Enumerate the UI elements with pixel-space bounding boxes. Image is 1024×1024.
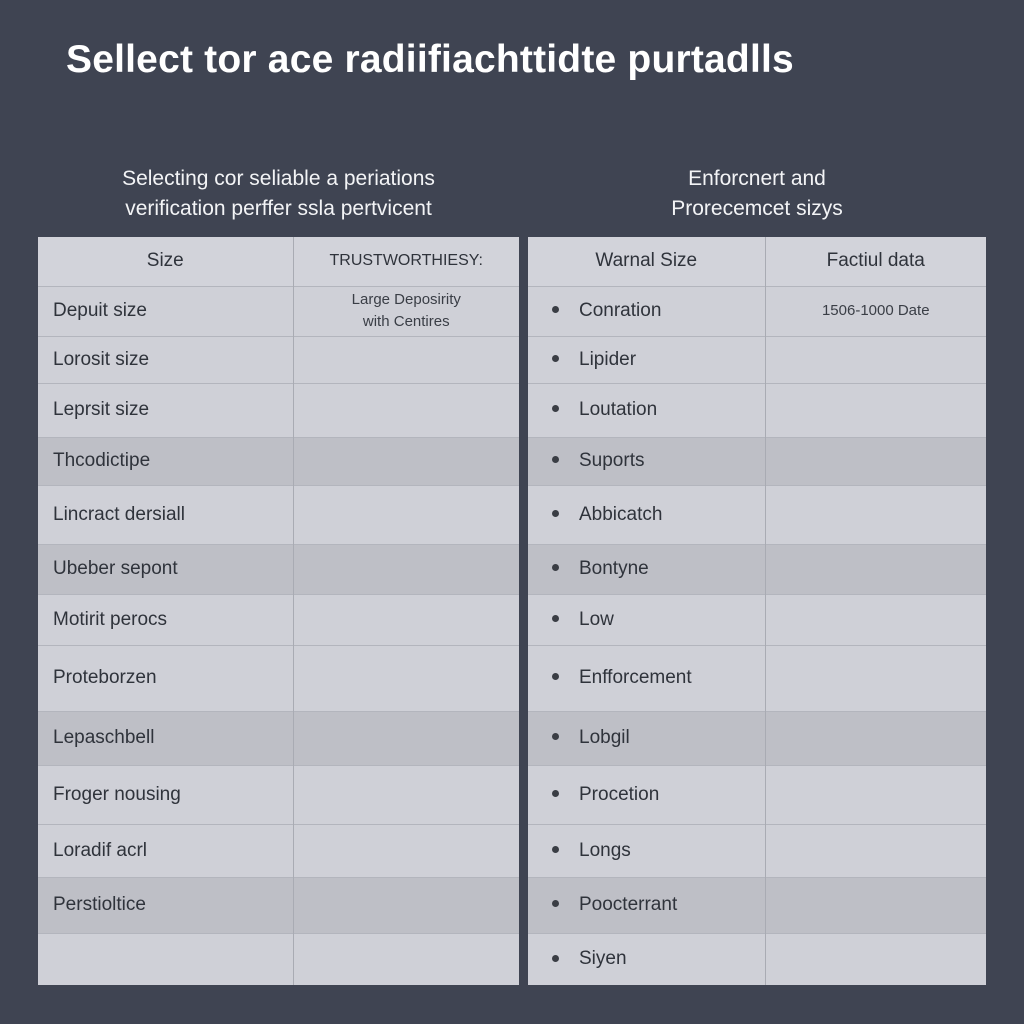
bullet-item xyxy=(528,485,765,544)
row-label: Leprsit size xyxy=(38,383,293,437)
table-row xyxy=(38,383,519,437)
row-value xyxy=(293,383,519,437)
table-row xyxy=(38,594,519,645)
table-row xyxy=(38,286,519,336)
row-value xyxy=(765,645,986,711)
row-value xyxy=(293,286,519,336)
table-row xyxy=(528,877,986,933)
row-value xyxy=(293,336,519,383)
left-table-header-row xyxy=(38,237,519,286)
bullet-icon xyxy=(552,306,559,313)
row-label: Thcodictipe xyxy=(38,437,293,485)
bullet-item xyxy=(528,824,765,877)
table-row xyxy=(528,544,986,594)
row-label: Proteborzen xyxy=(38,645,293,711)
row-label: Enfforcement xyxy=(579,667,692,688)
row-label: Lipider xyxy=(579,348,637,370)
table-row xyxy=(528,824,986,877)
row-value xyxy=(765,824,986,877)
bullet-icon xyxy=(552,790,559,797)
right-heading-line: Prorecemcet sizys xyxy=(671,197,843,220)
row-value xyxy=(765,594,986,645)
table-row xyxy=(528,765,986,824)
left-heading-line: verification perffer ssla pertvicent xyxy=(125,197,432,220)
row-label: Loutation xyxy=(579,399,658,420)
row-label: Conration xyxy=(579,300,662,321)
row-label: Lincract dersiall xyxy=(38,485,293,544)
table-row xyxy=(528,437,986,485)
left-table xyxy=(38,237,519,985)
row-value xyxy=(293,594,519,645)
left-column-header-trust: TRUSTWORTHIESY: xyxy=(293,237,519,286)
row-label: Motirit perocs xyxy=(38,594,293,645)
row-value-line: Large Deposirity xyxy=(351,291,461,308)
row-value xyxy=(765,877,986,933)
row-value xyxy=(293,933,519,985)
bullet-item xyxy=(528,711,765,765)
bullet-icon xyxy=(552,456,559,463)
row-value xyxy=(765,711,986,765)
table-row xyxy=(38,877,519,933)
row-label: Lobgil xyxy=(579,727,630,748)
right-column-header-data: Factiul data xyxy=(765,237,986,286)
row-value xyxy=(765,765,986,824)
page-title: Sellect tor ace radiifiachttidte purtadlls xyxy=(66,38,794,81)
table-row xyxy=(528,485,986,544)
table-row xyxy=(528,645,986,711)
row-label: Lorosit size xyxy=(38,336,293,383)
row-value xyxy=(293,824,519,877)
row-value xyxy=(293,877,519,933)
bullet-icon xyxy=(552,510,559,517)
right-table xyxy=(528,237,986,985)
row-label: Suports xyxy=(579,450,645,471)
row-value xyxy=(765,336,986,383)
row-value xyxy=(293,711,519,765)
left-heading-line: Selecting cor seliable a periations xyxy=(122,167,435,190)
row-label: Bontyne xyxy=(579,558,649,579)
table-row xyxy=(38,765,519,824)
bullet-icon xyxy=(552,846,559,853)
table-row xyxy=(528,594,986,645)
table-row xyxy=(38,437,519,485)
table-row xyxy=(38,336,519,383)
row-value xyxy=(293,544,519,594)
row-label xyxy=(38,933,293,985)
row-value xyxy=(293,765,519,824)
row-label: Perstioltice xyxy=(38,877,293,933)
row-label: Poocterrant xyxy=(579,894,678,915)
right-heading-line: Enforcnert and xyxy=(688,167,826,190)
bullet-icon xyxy=(552,405,559,412)
bullet-icon xyxy=(552,900,559,907)
row-label: Abbicatch xyxy=(579,503,663,525)
table-row xyxy=(38,544,519,594)
bullet-item xyxy=(528,933,765,985)
table-row xyxy=(528,383,986,437)
bullet-item xyxy=(528,544,765,594)
right-panel-heading xyxy=(528,164,986,224)
bullet-icon xyxy=(552,733,559,740)
row-label: Depuit size xyxy=(38,286,293,336)
left-panel-heading xyxy=(38,164,519,224)
table-row xyxy=(38,645,519,711)
bullet-item xyxy=(528,765,765,824)
row-value xyxy=(765,544,986,594)
bullet-icon xyxy=(552,564,559,571)
row-value xyxy=(293,437,519,485)
bullet-item xyxy=(528,877,765,933)
table-row xyxy=(38,824,519,877)
table-row xyxy=(528,336,986,383)
bullet-item xyxy=(528,383,765,437)
row-value xyxy=(765,933,986,985)
table-row xyxy=(38,711,519,765)
row-label: Siyen xyxy=(579,948,627,970)
bullet-icon xyxy=(552,955,559,962)
row-value xyxy=(765,383,986,437)
row-value xyxy=(293,485,519,544)
row-value: 1506-1000 Date xyxy=(765,286,986,336)
right-table-header-row xyxy=(528,237,986,286)
table-row xyxy=(38,933,519,985)
bullet-icon xyxy=(552,673,559,680)
table-row xyxy=(528,711,986,765)
row-label: Froger nousing xyxy=(38,765,293,824)
bullet-item xyxy=(528,594,765,645)
row-label: Low xyxy=(579,608,614,630)
row-label: Ubeber sepont xyxy=(38,544,293,594)
row-label: Loradif acrl xyxy=(38,824,293,877)
row-value xyxy=(765,437,986,485)
table-row xyxy=(38,485,519,544)
row-value xyxy=(765,485,986,544)
row-value xyxy=(293,645,519,711)
bullet-item xyxy=(528,437,765,485)
right-column-header-size: Warnal Size xyxy=(528,237,765,286)
row-label: Procetion xyxy=(579,783,660,805)
row-label: Lepaschbell xyxy=(38,711,293,765)
bullet-icon xyxy=(552,615,559,622)
bullet-item xyxy=(528,286,765,336)
row-value-line: with Centires xyxy=(362,313,450,330)
bullet-icon xyxy=(552,355,559,362)
table-row xyxy=(528,933,986,985)
row-label: Longs xyxy=(579,839,631,861)
table-row xyxy=(528,286,986,336)
bullet-item xyxy=(528,645,765,711)
left-column-header-size: Size xyxy=(38,237,293,286)
bullet-item xyxy=(528,336,765,383)
